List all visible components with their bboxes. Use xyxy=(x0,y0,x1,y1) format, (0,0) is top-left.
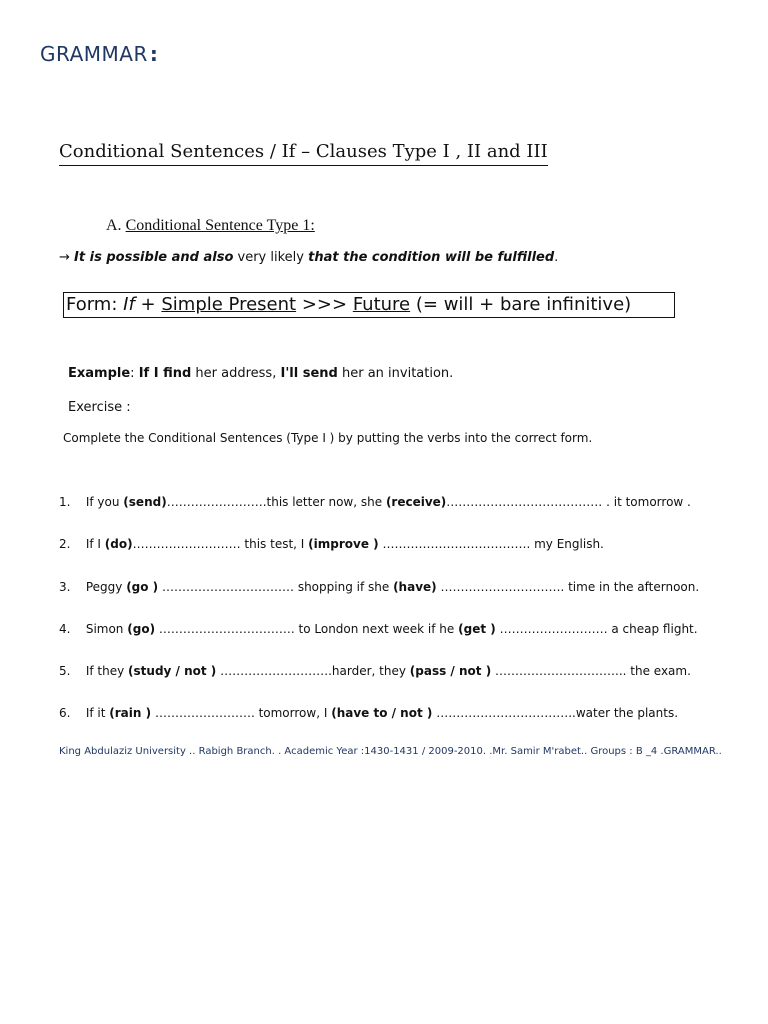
header-colon: : xyxy=(149,42,159,66)
item-number: 1. xyxy=(59,495,71,509)
item-verb: (get ) xyxy=(458,622,496,636)
exercise-label: Exercise : xyxy=(68,400,131,415)
example-mid: her address, xyxy=(195,366,277,381)
exercise-item xyxy=(59,622,698,636)
form-arrows: >>> xyxy=(301,294,348,315)
item-blank-text: ……………………… a cheap flight. xyxy=(499,622,698,636)
item-blank-text: …………………….this letter now, she xyxy=(166,495,383,509)
item-verb: (receive) xyxy=(385,495,447,509)
item-blank-text: ……………………. tomorrow, I xyxy=(154,706,328,720)
form-box xyxy=(63,292,675,318)
description-part-3: that the condition will be fulfilled xyxy=(308,250,555,265)
description-part-2: very likely xyxy=(237,250,304,265)
page-footer: King Abdulaziz University .. Rabigh Branch. . Academic Year :1430-1431 / 2009-2010. .Mr. Samir M'rabet.. Groups : B _4 .GRAMMAR.. xyxy=(59,746,722,757)
exercise-item xyxy=(59,495,691,509)
exercise-instruction: Complete the Conditional Sentences (Type I ) by putting the verbs into the correct form. xyxy=(63,431,593,445)
description-part-1: It is possible and also xyxy=(74,250,234,265)
item-text: Peggy xyxy=(85,580,123,594)
item-blank-text: ………………………………… . it tomorrow . xyxy=(446,495,691,509)
item-verb: (improve ) xyxy=(308,537,379,551)
page-header xyxy=(40,42,158,66)
item-verb: (rain ) xyxy=(109,706,152,720)
example-colon: : xyxy=(130,366,135,381)
item-verb: (have to / not ) xyxy=(331,706,433,720)
arrow-icon: → xyxy=(59,250,70,265)
item-blank-text: ………………………………. my English. xyxy=(382,537,604,551)
item-verb: (go ) xyxy=(126,580,159,594)
rule-description xyxy=(59,250,558,265)
item-blank-text: …………………………. time in the afternoon. xyxy=(440,580,700,594)
exercise-item xyxy=(59,664,691,678)
form-rest: (= will + bare infinitive) xyxy=(415,294,632,315)
form-if: If xyxy=(123,294,135,315)
example-end: her an invitation. xyxy=(342,366,454,381)
item-verb: (study / not ) xyxy=(128,664,217,678)
item-text: If you xyxy=(85,495,120,509)
form-future: Future xyxy=(352,294,411,315)
item-verb: (pass / not ) xyxy=(409,664,492,678)
exercise-item xyxy=(59,706,678,720)
item-number: 4. xyxy=(59,622,71,636)
header-title: GRAMMAR xyxy=(40,42,148,66)
form-label: Form: xyxy=(66,294,118,315)
example-label: Example xyxy=(68,366,131,381)
item-blank-text: ……………………………. to London next week if he xyxy=(158,622,455,636)
description-period: . xyxy=(554,250,559,265)
item-text: If it xyxy=(85,706,106,720)
item-verb: (have) xyxy=(393,580,437,594)
subsection-title: Conditional Sentence Type 1: xyxy=(125,217,315,234)
item-text: Simon xyxy=(85,622,124,636)
item-text: If they xyxy=(85,664,125,678)
item-blank-text: ……………………… this test, I xyxy=(132,537,305,551)
example-main-verb: I'll send xyxy=(280,366,338,381)
item-text: If I xyxy=(85,537,101,551)
item-number: 6. xyxy=(59,706,71,720)
example-sentence xyxy=(68,366,453,381)
item-blank-text: ……………………….harder, they xyxy=(220,664,406,678)
item-number: 5. xyxy=(59,664,71,678)
example-if-clause: If I find xyxy=(138,366,192,381)
form-plus: + xyxy=(140,294,156,315)
item-number: 2. xyxy=(59,537,71,551)
item-blank-text: …………………………… shopping if she xyxy=(162,580,390,594)
subsection-letter: A. xyxy=(106,217,122,234)
item-verb: (go) xyxy=(127,622,156,636)
form-simple-present: Simple Present xyxy=(161,294,297,315)
item-blank-text: …………………………... the exam. xyxy=(495,664,691,678)
exercise-item xyxy=(59,537,604,551)
item-verb: (do) xyxy=(104,537,133,551)
exercise-item xyxy=(59,580,699,594)
item-blank-text: ……………………………..water the plants. xyxy=(436,706,679,720)
section-title: Conditional Sentences / If – Clauses Type I , II and III xyxy=(59,141,548,166)
subsection-heading xyxy=(106,217,315,235)
item-verb: (send) xyxy=(123,495,167,509)
item-number: 3. xyxy=(59,580,71,594)
